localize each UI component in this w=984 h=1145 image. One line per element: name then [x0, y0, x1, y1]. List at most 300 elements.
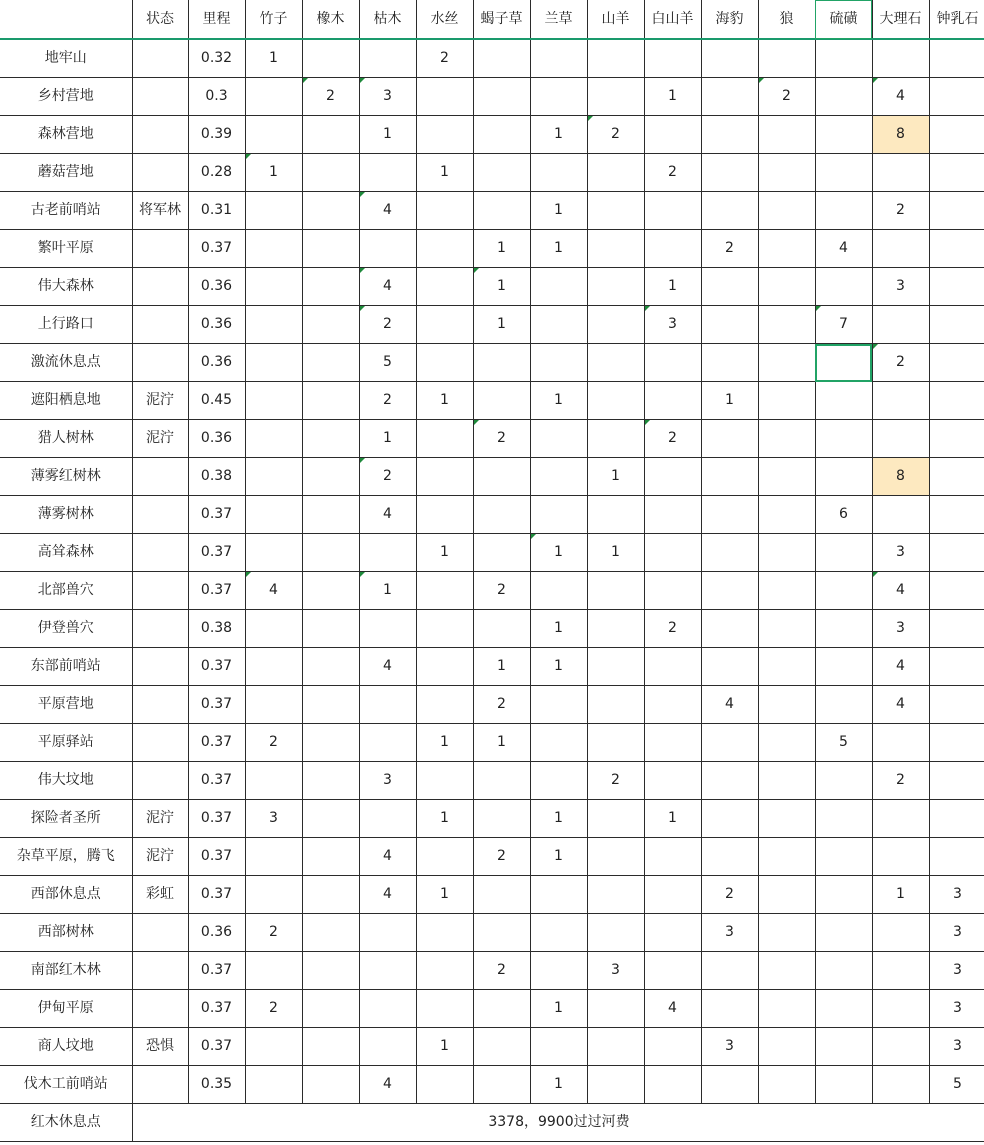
table-cell[interactable] — [245, 116, 302, 154]
table-cell[interactable]: 1 — [530, 800, 587, 838]
table-cell[interactable]: 1 — [416, 382, 473, 420]
table-cell[interactable] — [929, 458, 984, 496]
table-cell[interactable]: 1 — [245, 39, 302, 78]
table-cell[interactable] — [929, 496, 984, 534]
table-cell[interactable] — [473, 116, 530, 154]
table-cell[interactable]: 8 — [872, 116, 929, 154]
table-cell[interactable] — [132, 306, 188, 344]
table-cell[interactable] — [359, 686, 416, 724]
table-cell[interactable] — [872, 154, 929, 192]
table-cell[interactable] — [245, 382, 302, 420]
table-cell[interactable] — [758, 1066, 815, 1104]
table-cell[interactable] — [701, 648, 758, 686]
table-cell[interactable] — [815, 1066, 872, 1104]
table-cell[interactable]: 0.37 — [188, 838, 245, 876]
table-cell[interactable] — [416, 990, 473, 1028]
table-cell[interactable] — [872, 306, 929, 344]
table-cell[interactable] — [416, 496, 473, 534]
table-cell[interactable] — [530, 78, 587, 116]
table-cell[interactable] — [758, 990, 815, 1028]
table-cell[interactable] — [758, 686, 815, 724]
table-cell[interactable] — [587, 344, 644, 382]
table-cell[interactable] — [530, 458, 587, 496]
table-cell[interactable] — [416, 344, 473, 382]
table-cell[interactable] — [929, 39, 984, 78]
row-label-cell[interactable]: 伊甸平原 — [0, 990, 132, 1028]
table-cell[interactable] — [701, 344, 758, 382]
table-cell[interactable] — [815, 116, 872, 154]
table-cell[interactable]: 2 — [701, 876, 758, 914]
table-cell[interactable] — [132, 1066, 188, 1104]
table-cell[interactable]: 0.36 — [188, 344, 245, 382]
table-cell[interactable] — [302, 648, 359, 686]
table-cell[interactable] — [302, 724, 359, 762]
table-cell[interactable] — [302, 116, 359, 154]
table-cell[interactable] — [530, 762, 587, 800]
table-cell[interactable] — [530, 344, 587, 382]
table-cell[interactable] — [302, 838, 359, 876]
table-cell[interactable]: 3 — [929, 952, 984, 990]
table-cell[interactable]: 1 — [530, 990, 587, 1028]
table-cell[interactable] — [302, 154, 359, 192]
table-cell[interactable] — [815, 192, 872, 230]
table-cell[interactable] — [473, 344, 530, 382]
table-cell[interactable] — [587, 268, 644, 306]
table-cell[interactable] — [644, 458, 701, 496]
table-cell[interactable] — [701, 762, 758, 800]
table-cell[interactable]: 1 — [359, 420, 416, 458]
table-cell[interactable] — [245, 1028, 302, 1066]
table-cell[interactable] — [302, 610, 359, 648]
row-label-cell[interactable]: 探险者圣所 — [0, 800, 132, 838]
column-header[interactable]: 枯木 — [359, 0, 416, 39]
table-cell[interactable] — [530, 724, 587, 762]
table-cell[interactable] — [815, 952, 872, 990]
row-label-cell[interactable]: 森林营地 — [0, 116, 132, 154]
table-cell[interactable]: 2 — [644, 154, 701, 192]
table-cell[interactable]: 4 — [359, 268, 416, 306]
table-cell[interactable] — [815, 420, 872, 458]
table-cell[interactable] — [416, 952, 473, 990]
table-cell[interactable]: 将军林 — [132, 192, 188, 230]
table-cell[interactable]: 3 — [929, 990, 984, 1028]
table-cell[interactable] — [416, 610, 473, 648]
table-cell[interactable] — [132, 268, 188, 306]
table-cell[interactable] — [473, 1028, 530, 1066]
table-cell[interactable] — [473, 154, 530, 192]
table-cell[interactable]: 1 — [872, 876, 929, 914]
table-cell[interactable] — [245, 762, 302, 800]
table-cell[interactable] — [587, 420, 644, 458]
table-cell[interactable] — [644, 39, 701, 78]
table-cell[interactable] — [758, 610, 815, 648]
table-cell[interactable] — [245, 268, 302, 306]
table-cell[interactable]: 0.37 — [188, 534, 245, 572]
table-cell[interactable] — [530, 952, 587, 990]
table-cell[interactable]: 2 — [359, 382, 416, 420]
table-cell[interactable]: 5 — [815, 724, 872, 762]
table-cell[interactable] — [416, 306, 473, 344]
table-cell[interactable] — [758, 116, 815, 154]
table-cell[interactable] — [302, 306, 359, 344]
table-cell[interactable] — [815, 1028, 872, 1066]
table-cell[interactable] — [245, 876, 302, 914]
table-cell[interactable] — [359, 230, 416, 268]
table-cell[interactable] — [872, 724, 929, 762]
table-cell[interactable] — [929, 116, 984, 154]
table-cell[interactable]: 4 — [359, 876, 416, 914]
table-cell[interactable] — [530, 420, 587, 458]
table-cell[interactable]: 2 — [245, 914, 302, 952]
table-cell[interactable]: 1 — [530, 534, 587, 572]
table-cell[interactable] — [758, 572, 815, 610]
table-cell[interactable] — [929, 762, 984, 800]
table-cell[interactable] — [758, 382, 815, 420]
column-header[interactable]: 里程 — [188, 0, 245, 39]
row-label-cell[interactable]: 伊登兽穴 — [0, 610, 132, 648]
table-cell[interactable] — [302, 990, 359, 1028]
table-cell[interactable]: 1 — [359, 572, 416, 610]
table-cell[interactable] — [359, 610, 416, 648]
table-cell[interactable] — [815, 534, 872, 572]
table-cell[interactable]: 0.37 — [188, 952, 245, 990]
table-cell[interactable]: 0.37 — [188, 990, 245, 1028]
table-cell[interactable] — [929, 724, 984, 762]
table-cell[interactable] — [359, 534, 416, 572]
table-cell[interactable] — [473, 1066, 530, 1104]
table-cell[interactable]: 1 — [587, 534, 644, 572]
column-header[interactable]: 兰草 — [530, 0, 587, 39]
table-cell[interactable] — [245, 458, 302, 496]
table-cell[interactable] — [473, 610, 530, 648]
table-cell[interactable] — [302, 344, 359, 382]
table-cell[interactable] — [758, 154, 815, 192]
table-cell[interactable] — [416, 762, 473, 800]
table-cell[interactable] — [872, 382, 929, 420]
table-cell[interactable]: 2 — [872, 192, 929, 230]
table-cell[interactable] — [758, 192, 815, 230]
table-cell[interactable] — [473, 382, 530, 420]
table-cell[interactable] — [587, 610, 644, 648]
table-cell[interactable] — [701, 952, 758, 990]
table-cell[interactable]: 0.36 — [188, 306, 245, 344]
table-cell[interactable]: 0.36 — [188, 268, 245, 306]
table-cell[interactable]: 4 — [644, 990, 701, 1028]
table-cell[interactable]: 0.28 — [188, 154, 245, 192]
table-cell[interactable] — [416, 686, 473, 724]
table-cell[interactable]: 彩虹 — [132, 876, 188, 914]
row-label-cell[interactable]: 遮阳栖息地 — [0, 382, 132, 420]
table-cell[interactable] — [644, 1066, 701, 1104]
table-cell[interactable] — [815, 686, 872, 724]
table-cell[interactable] — [815, 39, 872, 78]
table-cell[interactable] — [644, 572, 701, 610]
table-cell[interactable] — [644, 382, 701, 420]
table-cell[interactable] — [302, 496, 359, 534]
table-cell[interactable] — [758, 458, 815, 496]
table-cell[interactable]: 0.36 — [188, 914, 245, 952]
table-cell[interactable] — [815, 914, 872, 952]
table-cell[interactable] — [644, 876, 701, 914]
table-cell[interactable] — [587, 230, 644, 268]
table-cell[interactable] — [416, 192, 473, 230]
table-cell[interactable] — [530, 686, 587, 724]
table-cell[interactable] — [587, 154, 644, 192]
row-label-cell[interactable]: 西部休息点 — [0, 876, 132, 914]
table-cell[interactable] — [245, 306, 302, 344]
table-cell[interactable] — [245, 78, 302, 116]
table-cell[interactable] — [359, 952, 416, 990]
table-cell[interactable]: 2 — [701, 230, 758, 268]
table-cell[interactable]: 1 — [530, 192, 587, 230]
table-cell[interactable]: 1 — [245, 154, 302, 192]
table-cell[interactable] — [416, 648, 473, 686]
table-cell[interactable] — [758, 762, 815, 800]
table-cell[interactable] — [245, 610, 302, 648]
table-cell[interactable] — [302, 420, 359, 458]
table-cell[interactable]: 0.37 — [188, 230, 245, 268]
table-cell[interactable]: 0.37 — [188, 876, 245, 914]
table-cell[interactable]: 1 — [473, 306, 530, 344]
table-cell[interactable]: 4 — [359, 496, 416, 534]
table-cell[interactable]: 5 — [359, 344, 416, 382]
table-cell[interactable] — [416, 458, 473, 496]
table-cell[interactable] — [758, 914, 815, 952]
table-cell[interactable] — [758, 496, 815, 534]
table-cell[interactable] — [872, 838, 929, 876]
table-cell[interactable] — [530, 306, 587, 344]
table-cell[interactable]: 0.37 — [188, 496, 245, 534]
table-cell[interactable] — [473, 800, 530, 838]
row-label-cell[interactable]: 薄雾红树林 — [0, 458, 132, 496]
table-cell[interactable]: 3 — [872, 268, 929, 306]
table-cell[interactable]: 1 — [473, 268, 530, 306]
table-cell[interactable] — [530, 39, 587, 78]
table-cell[interactable]: 0.38 — [188, 610, 245, 648]
table-cell[interactable] — [473, 496, 530, 534]
column-header[interactable]: 白山羊 — [644, 0, 701, 39]
table-cell[interactable] — [245, 230, 302, 268]
table-cell[interactable]: 2 — [473, 572, 530, 610]
column-header[interactable]: 山羊 — [587, 0, 644, 39]
table-cell[interactable] — [701, 116, 758, 154]
table-cell[interactable] — [872, 1028, 929, 1066]
table-cell[interactable] — [416, 838, 473, 876]
table-cell[interactable] — [872, 914, 929, 952]
table-cell[interactable] — [644, 230, 701, 268]
table-cell[interactable]: 2 — [473, 838, 530, 876]
table-cell[interactable]: 0.3 — [188, 78, 245, 116]
row-label-cell[interactable]: 伟大坟地 — [0, 762, 132, 800]
table-cell[interactable] — [302, 192, 359, 230]
table-cell[interactable]: 1 — [530, 230, 587, 268]
table-cell[interactable]: 3 — [872, 610, 929, 648]
table-cell[interactable]: 泥泞 — [132, 800, 188, 838]
table-cell[interactable] — [132, 990, 188, 1028]
table-cell[interactable] — [872, 990, 929, 1028]
table-cell[interactable] — [245, 952, 302, 990]
table-cell[interactable]: 0.37 — [188, 762, 245, 800]
table-cell[interactable] — [815, 572, 872, 610]
table-cell[interactable] — [132, 762, 188, 800]
table-cell[interactable]: 0.39 — [188, 116, 245, 154]
table-cell[interactable]: 1 — [416, 534, 473, 572]
column-header[interactable]: 竹子 — [245, 0, 302, 39]
table-cell[interactable] — [302, 686, 359, 724]
table-cell[interactable] — [132, 572, 188, 610]
table-cell[interactable] — [644, 496, 701, 534]
table-cell[interactable]: 4 — [872, 648, 929, 686]
column-header[interactable]: 蝎子草 — [473, 0, 530, 39]
table-cell[interactable] — [587, 648, 644, 686]
table-cell[interactable]: 1 — [416, 1028, 473, 1066]
table-cell[interactable]: 泥泞 — [132, 838, 188, 876]
row-label-cell[interactable]: 红木休息点 — [0, 1104, 132, 1142]
table-cell[interactable]: 2 — [359, 306, 416, 344]
table-cell[interactable] — [245, 838, 302, 876]
row-label-cell[interactable]: 商人坟地 — [0, 1028, 132, 1066]
table-cell[interactable] — [302, 39, 359, 78]
table-cell[interactable] — [245, 686, 302, 724]
table-cell[interactable] — [132, 78, 188, 116]
table-cell[interactable]: 1 — [473, 230, 530, 268]
table-cell[interactable] — [872, 1066, 929, 1104]
table-cell[interactable] — [701, 39, 758, 78]
table-cell[interactable]: 0.38 — [188, 458, 245, 496]
table-cell[interactable] — [587, 876, 644, 914]
table-cell[interactable] — [359, 800, 416, 838]
table-cell[interactable]: 1 — [644, 78, 701, 116]
table-cell[interactable] — [929, 800, 984, 838]
table-cell[interactable] — [530, 876, 587, 914]
column-header[interactable]: 大理石 — [872, 0, 929, 39]
column-header[interactable]: 海豹 — [701, 0, 758, 39]
table-cell[interactable] — [929, 420, 984, 458]
table-cell[interactable] — [245, 534, 302, 572]
table-cell[interactable] — [815, 838, 872, 876]
table-cell[interactable] — [929, 838, 984, 876]
table-cell[interactable] — [587, 496, 644, 534]
row-label-cell[interactable]: 上行路口 — [0, 306, 132, 344]
row-label-cell[interactable]: 伟大森林 — [0, 268, 132, 306]
table-cell[interactable]: 0.37 — [188, 1028, 245, 1066]
table-cell[interactable] — [587, 990, 644, 1028]
table-cell[interactable]: 1 — [416, 800, 473, 838]
table-cell[interactable] — [132, 230, 188, 268]
table-cell[interactable] — [929, 572, 984, 610]
table-cell[interactable] — [245, 496, 302, 534]
row-label-cell[interactable]: 猎人树林 — [0, 420, 132, 458]
table-cell[interactable] — [132, 914, 188, 952]
row-label-cell[interactable]: 薄雾树林 — [0, 496, 132, 534]
table-cell[interactable] — [758, 876, 815, 914]
table-cell[interactable] — [245, 1066, 302, 1104]
table-cell[interactable] — [473, 990, 530, 1028]
table-cell[interactable] — [302, 268, 359, 306]
table-cell[interactable]: 6 — [815, 496, 872, 534]
table-cell[interactable] — [929, 192, 984, 230]
table-cell[interactable] — [302, 1028, 359, 1066]
table-cell[interactable] — [644, 534, 701, 572]
row-label-cell[interactable]: 杂草平原，腾飞 — [0, 838, 132, 876]
table-cell[interactable] — [587, 306, 644, 344]
table-cell[interactable] — [815, 78, 872, 116]
column-header[interactable]: 水丝 — [416, 0, 473, 39]
table-cell[interactable] — [758, 800, 815, 838]
table-cell[interactable]: 2 — [302, 78, 359, 116]
table-cell[interactable] — [758, 952, 815, 990]
table-cell[interactable]: 3 — [587, 952, 644, 990]
table-cell[interactable] — [587, 1028, 644, 1066]
table-cell[interactable]: 0.37 — [188, 800, 245, 838]
table-cell[interactable] — [302, 230, 359, 268]
table-cell[interactable]: 1 — [644, 268, 701, 306]
table-cell[interactable] — [245, 420, 302, 458]
table-cell[interactable]: 3 — [359, 78, 416, 116]
table-cell[interactable] — [815, 154, 872, 192]
table-cell[interactable] — [815, 268, 872, 306]
table-cell[interactable] — [929, 610, 984, 648]
table-cell[interactable]: 2 — [245, 724, 302, 762]
table-cell[interactable]: 1 — [530, 1066, 587, 1104]
table-cell[interactable] — [758, 39, 815, 78]
table-cell[interactable] — [587, 382, 644, 420]
table-cell[interactable] — [245, 344, 302, 382]
table-cell[interactable] — [758, 230, 815, 268]
table-cell[interactable] — [815, 344, 872, 382]
table-cell[interactable] — [587, 724, 644, 762]
table-cell[interactable] — [245, 648, 302, 686]
table-cell[interactable] — [530, 914, 587, 952]
row-label-cell[interactable]: 激流休息点 — [0, 344, 132, 382]
table-cell[interactable]: 1 — [416, 154, 473, 192]
column-header[interactable]: 狼 — [758, 0, 815, 39]
table-cell[interactable]: 8 — [872, 458, 929, 496]
table-cell[interactable] — [530, 154, 587, 192]
table-cell[interactable]: 3 — [929, 914, 984, 952]
table-cell[interactable] — [929, 306, 984, 344]
table-cell[interactable] — [701, 800, 758, 838]
table-cell[interactable] — [701, 724, 758, 762]
table-cell[interactable] — [758, 306, 815, 344]
table-cell[interactable] — [815, 800, 872, 838]
table-cell[interactable]: 2 — [872, 344, 929, 382]
table-cell[interactable]: 1 — [530, 116, 587, 154]
table-cell[interactable]: 泥泞 — [132, 420, 188, 458]
table-cell[interactable] — [701, 572, 758, 610]
table-cell[interactable]: 2 — [644, 610, 701, 648]
table-cell[interactable]: 1 — [701, 382, 758, 420]
table-cell[interactable]: 4 — [872, 686, 929, 724]
table-cell[interactable]: 4 — [359, 838, 416, 876]
row-label-cell[interactable]: 高耸森林 — [0, 534, 132, 572]
table-cell[interactable]: 1 — [530, 648, 587, 686]
table-cell[interactable] — [758, 344, 815, 382]
table-cell[interactable] — [302, 382, 359, 420]
table-cell[interactable] — [929, 686, 984, 724]
table-cell[interactable] — [132, 534, 188, 572]
table-cell[interactable] — [929, 344, 984, 382]
table-cell[interactable] — [416, 116, 473, 154]
row-label-cell[interactable]: 蘑菇营地 — [0, 154, 132, 192]
table-cell[interactable] — [132, 724, 188, 762]
table-cell[interactable] — [416, 420, 473, 458]
table-cell[interactable] — [872, 496, 929, 534]
table-cell[interactable]: 2 — [473, 420, 530, 458]
table-cell[interactable] — [587, 800, 644, 838]
table-cell[interactable] — [644, 192, 701, 230]
table-cell[interactable] — [359, 39, 416, 78]
